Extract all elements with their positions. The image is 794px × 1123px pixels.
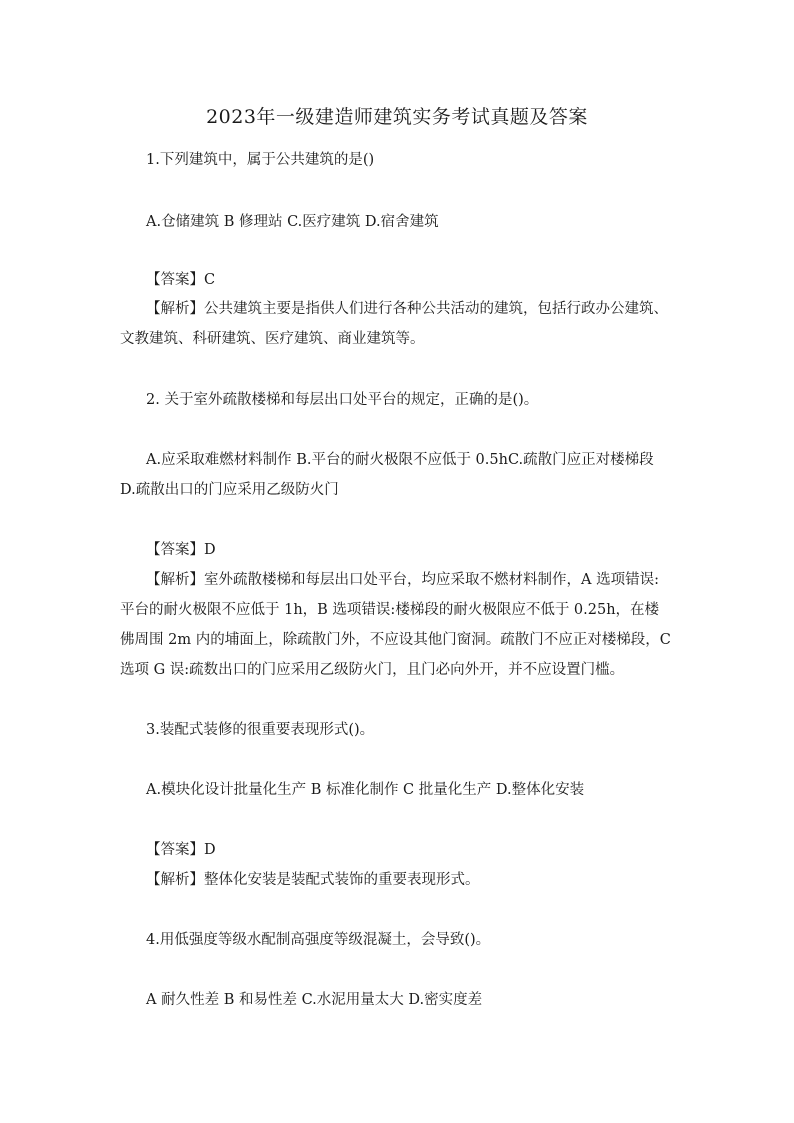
document-title: 2023年一级建造师建筑实务考试真题及答案 bbox=[206, 106, 588, 128]
analysis-label: 【解析】 bbox=[146, 872, 204, 888]
analysis-text: 公共建筑主要是指供人们进行各种公共活动的建筑，包括行政办公建筑、文教建筑、科研建筑、医疗建筑、商业建筑等。 bbox=[120, 301, 668, 347]
answer-label: 【答案】 bbox=[146, 842, 204, 858]
question-1-options: A.仓储建筑 B 修理站 C.医疗建筑 D.宿舍建筑 bbox=[146, 214, 439, 230]
question-4-options: A 耐久性差 B 和易性差 C.水泥用量太大 D.密实度差 bbox=[146, 992, 483, 1008]
question-3-analysis bbox=[146, 870, 480, 890]
question-1-answer bbox=[146, 270, 215, 290]
answer-label: 【答案】 bbox=[146, 272, 204, 288]
question-3: 3.装配式装修的很重要表现形式()。 bbox=[146, 722, 375, 738]
question-3-answer bbox=[146, 840, 216, 860]
question-2-options: A.应采取难燃材料制作 B.平台的耐火极限不应低于 0.5hC.疏散门应正对楼梯段 D.疏散出口的门应采用乙级防火门 bbox=[120, 452, 654, 498]
answer-value: C bbox=[204, 272, 216, 288]
question-1: 1.下列建筑中，属于公共建筑的是() bbox=[146, 152, 375, 168]
analysis-label: 【解析】 bbox=[146, 572, 204, 588]
question-1-analysis bbox=[120, 294, 672, 354]
question-2: 2. 关于室外疏散楼梯和每层出口处平台的规定，正确的是()。 bbox=[146, 392, 539, 408]
question-2-analysis bbox=[120, 565, 672, 685]
analysis-label: 【解析】 bbox=[146, 301, 204, 317]
question-3-options: A.模块化设计批量化生产 B 标准化制作 C 批量化生产 D.整体化安装 bbox=[146, 782, 585, 798]
answer-value: D bbox=[204, 542, 216, 558]
answer-value: D bbox=[204, 842, 216, 858]
analysis-text: 室外疏散楼梯和每层出口处平台，均应采取不燃材料制作，A 选项错误:平台的耐火极限不应低于 1h，B 选项错误:楼梯段的耐火极限应不低于 0.25h，在楼佛周围 2m 内的埔面上，除疏散门外，不应设其他门窗洞。疏散门不应正对楼梯段，C 选项 G 误:疏数出口的门应采用乙级防火门，且门必向外开，并不应设置门槛。 bbox=[120, 572, 671, 678]
answer-label: 【答案】 bbox=[146, 542, 204, 558]
analysis-text: 整体化安装是装配式装饰的重要表现形式。 bbox=[204, 872, 480, 888]
question-4: 4.用低强度等级水配制高强度等级混凝土，会导致()。 bbox=[146, 932, 491, 948]
question-2-answer bbox=[146, 540, 216, 560]
